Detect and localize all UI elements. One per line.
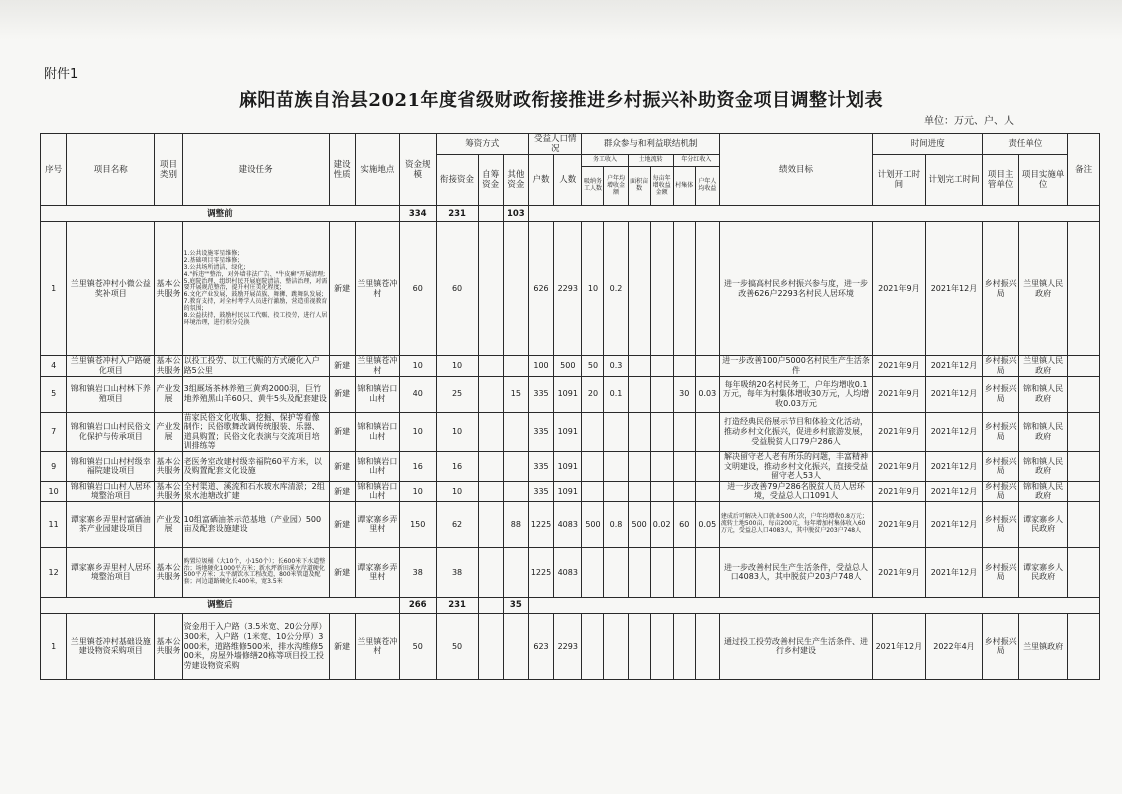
cell-col <box>673 481 695 501</box>
cell-remark <box>1068 222 1100 356</box>
cell-self <box>478 613 503 679</box>
cell-location: 谭家寨乡弄里村 <box>355 547 399 597</box>
cell-hh: 335 <box>528 412 553 451</box>
cell-end: 2021年12月 <box>925 547 983 597</box>
cell-remark <box>1068 356 1100 376</box>
cell-per_mu <box>650 613 673 679</box>
cell-area <box>628 547 650 597</box>
cell-self <box>478 376 503 412</box>
cell-category: 基本公共服务 <box>156 481 181 501</box>
scan-shadow <box>0 0 1122 40</box>
cell-col <box>673 547 695 597</box>
cell-end: 2021年12月 <box>925 356 983 376</box>
table-row <box>41 481 1100 501</box>
col-dividend-collective: 村集体 <box>673 167 695 206</box>
cell-remark <box>1068 547 1100 597</box>
cell-task: 全村渠道、溪流和石水坡水库清淤；2组泉水池塘改扩建 <box>182 481 329 501</box>
cell-inc: 0.8 <box>604 501 628 547</box>
cell-pp: 0.03 <box>695 376 719 412</box>
cell-location: 锦和镇岩口山村 <box>355 451 399 481</box>
cell-goal: 进一步搞高村民乡村振兴参与度，进一步改善626户2293名村民人居环境 <box>719 222 872 356</box>
cell-hh: 1225 <box>528 547 553 597</box>
cell-other <box>503 356 528 376</box>
cell-dept: 乡村振兴局 <box>983 501 1019 547</box>
cell-inc: 0.1 <box>604 376 628 412</box>
cell-other <box>503 547 528 597</box>
cell-location: 锦和镇岩口山村 <box>355 376 399 412</box>
cell-nature: 新建 <box>329 451 355 481</box>
cell-dept: 乡村振兴局 <box>983 376 1019 412</box>
cell-self <box>478 481 503 501</box>
table-row <box>41 376 1100 412</box>
cell-per_mu <box>650 547 673 597</box>
col-location: 实施地点 <box>355 134 399 206</box>
cell-goal: 进一步改善村民生产生活条件，受益总人口4083人，其中脱贫户203户748人 <box>719 547 872 597</box>
cell-labor <box>582 613 604 679</box>
cell-location: 兰里镇苍冲村 <box>355 613 399 679</box>
table-row <box>41 501 1100 547</box>
col-nature: 建设性质 <box>329 134 355 206</box>
cell-scale: 38 <box>399 547 436 597</box>
col-self: 自筹资金 <box>478 155 503 206</box>
cell-people: 4083 <box>554 501 582 547</box>
cell-start: 2021年9月 <box>873 222 925 356</box>
cell-pp <box>695 412 719 451</box>
cell-impl: 锦和镇人民政府 <box>1019 451 1068 481</box>
cell-seq: 9 <box>41 451 67 481</box>
col-time-group: 时间进度 <box>873 134 983 155</box>
subtotal-empty <box>528 597 1099 613</box>
col-mechanism-group: 群众参与和利益联结机制 <box>582 134 719 155</box>
subtotal-scale: 334 <box>399 206 436 222</box>
cell-fund: 16 <box>436 451 478 481</box>
cell-col <box>673 412 695 451</box>
table-row <box>41 451 1100 481</box>
subtotal-row-before <box>41 206 1100 222</box>
cell-seq: 10 <box>41 481 67 501</box>
cell-dept: 乡村振兴局 <box>983 451 1019 481</box>
cell-per_mu <box>650 356 673 376</box>
col-labor-group: 务工收入 <box>582 155 628 167</box>
attachment-label: 附件1 <box>44 67 79 82</box>
cell-dept: 乡村振兴局 <box>983 547 1019 597</box>
cell-impl: 兰里镇人民政府 <box>1019 356 1068 376</box>
cell-category: 产业发展 <box>155 412 182 451</box>
col-dividend-person: 户年人均收益 <box>695 167 719 206</box>
cell-impl: 谭家寨乡人民政府 <box>1019 547 1068 597</box>
cell-impl: 锦和镇人民政府 <box>1019 481 1068 501</box>
col-name: 项目名称 <box>67 134 155 206</box>
cell-self <box>478 501 503 547</box>
cell-inc <box>604 547 628 597</box>
cell-goal: 进一步改善79户286名脱贫人员人居环境，受益总人口1091人 <box>719 481 872 501</box>
cell-scale: 50 <box>399 613 436 679</box>
cell-people: 1091 <box>554 412 582 451</box>
plan-table-wrapper <box>40 133 1100 680</box>
cell-seq: 12 <box>41 547 67 597</box>
cell-seq: 1 <box>41 613 67 679</box>
cell-nature: 新建 <box>329 412 355 451</box>
cell-goal: 进一步改善100户5000名村民生产生活条件 <box>719 356 872 376</box>
cell-nature: 新建 <box>329 613 355 679</box>
cell-per_mu <box>650 222 673 356</box>
cell-people: 1091 <box>554 481 582 501</box>
cell-pp <box>695 222 719 356</box>
cell-labor: 50 <box>582 356 604 376</box>
col-land-group: 土地流转 <box>628 155 673 167</box>
cell-goal: 解决留守老人老有所乐的问题，丰富精神文明建设，推动乡村文化振兴，直接受益留守老人53人 <box>719 451 872 481</box>
cell-pp: 0.05 <box>695 501 719 547</box>
cell-inc <box>604 412 628 451</box>
col-labor-income: 户年均增收金额 <box>604 167 628 206</box>
cell-col: 60 <box>673 501 695 547</box>
cell-task: 老医务室改建村级幸福院60平方米，以及购置配套文化设施 <box>182 451 329 481</box>
cell-start: 2021年9月 <box>873 412 925 451</box>
cell-inc <box>604 613 628 679</box>
cell-category: 基本公共服务 <box>155 613 182 679</box>
cell-seq: 4 <box>41 356 67 376</box>
cell-end: 2021年12月 <box>925 412 983 451</box>
cell-fund: 10 <box>436 356 478 376</box>
cell-col: 30 <box>673 376 695 412</box>
cell-nature: 新建 <box>329 481 355 501</box>
subtotal-scale: 266 <box>399 597 436 613</box>
cell-end: 2021年12月 <box>925 222 983 356</box>
cell-seq: 5 <box>41 376 67 412</box>
cell-fund: 10 <box>436 481 478 501</box>
cell-fund: 62 <box>436 501 478 547</box>
col-people: 人数 <box>554 155 582 206</box>
cell-fund: 60 <box>436 222 478 356</box>
cell-location: 兰里镇苍冲村 <box>355 356 399 376</box>
cell-nature: 新建 <box>329 547 355 597</box>
cell-location: 兰里镇苍冲村 <box>355 222 399 356</box>
cell-people: 1091 <box>554 376 582 412</box>
cell-labor: 10 <box>582 222 604 356</box>
cell-hh: 335 <box>528 481 553 501</box>
col-households: 户数 <box>528 155 553 206</box>
cell-seq: 1 <box>41 222 67 356</box>
cell-area <box>628 481 650 501</box>
cell-remark <box>1068 412 1100 451</box>
cell-fund: 10 <box>436 412 478 451</box>
cell-dept: 乡村振兴局 <box>984 356 1017 375</box>
col-scale: 资金规模 <box>399 134 436 206</box>
cell-pp <box>695 547 719 597</box>
cell-task: 以投工投劳、以工代赈的方式硬化入户路5公里 <box>182 356 329 376</box>
cell-scale: 10 <box>399 412 436 451</box>
cell-category: 产业发展 <box>155 376 182 412</box>
col-seq: 序号 <box>41 134 67 206</box>
cell-area: 500 <box>628 501 650 547</box>
cell-other: 15 <box>503 376 528 412</box>
cell-start: 2021年9月 <box>873 356 925 376</box>
cell-start: 2021年12月 <box>873 613 925 679</box>
cell-category: 基本公共服务 <box>155 547 182 597</box>
col-fund: 衔接资金 <box>436 155 478 206</box>
cell-hh: 335 <box>528 451 553 481</box>
cell-seq: 7 <box>41 412 67 451</box>
cell-people: 500 <box>554 356 582 376</box>
unit-note: 单位：万元、户、人 <box>924 116 1014 127</box>
subtotal-label: 调整前 <box>41 206 400 222</box>
cell-area <box>628 222 650 356</box>
cell-scale: 150 <box>399 501 436 547</box>
cell-location: 谭家寨乡弄里村 <box>355 501 399 547</box>
cell-start: 2021年9月 <box>873 481 925 501</box>
subtotal-label: 调整后 <box>41 597 400 613</box>
col-dividend-group: 年分红收入 <box>673 155 719 167</box>
cell-labor <box>582 547 604 597</box>
col-impl: 项目实施单位 <box>1019 155 1068 206</box>
cell-location: 锦和镇岩口山村 <box>355 412 399 451</box>
cell-name: 锦和镇岩口山村村级幸福院建设项目 <box>67 451 155 481</box>
cell-end: 2021年12月 <box>925 501 983 547</box>
cell-area <box>628 376 650 412</box>
cell-per_mu: 0.02 <box>650 501 673 547</box>
cell-pp <box>695 356 719 376</box>
col-labor-count: 吸纳务工人数 <box>582 167 604 206</box>
cell-people: 1091 <box>554 451 582 481</box>
subtotal-other: 35 <box>503 597 528 613</box>
subtotal-empty <box>478 206 503 222</box>
table-row <box>41 547 1100 597</box>
cell-inc: 0.2 <box>604 222 628 356</box>
cell-inc <box>604 451 628 481</box>
cell-name: 兰里镇苍冲村基础设施建设物资采购项目 <box>67 613 155 679</box>
cell-remark <box>1068 613 1100 679</box>
cell-name: 谭家寨乡弄里村富硒油茶产业园建设项目 <box>67 501 155 547</box>
cell-category: 基本公共服务 <box>156 356 181 375</box>
cell-task: 购置垃圾桶（大10个，小150个）；长600米下水道整治；场地硬化1000平方米；新水坪新田溪左岸道硬化500平方米；太平湖饮水工程改造，800米管道及配套；河边道路硬化长400米，宽3.5米 <box>182 547 329 597</box>
cell-category: 基本公共服务 <box>155 222 182 356</box>
cell-name: 锦和镇岩口山村人居环境整治项目 <box>67 481 155 501</box>
cell-per_mu <box>650 412 673 451</box>
col-land-income: 每亩年增收益金额 <box>650 167 673 206</box>
cell-remark <box>1068 481 1100 501</box>
cell-start: 2021年9月 <box>873 376 925 412</box>
cell-self <box>478 222 503 356</box>
cell-labor: 20 <box>582 376 604 412</box>
cell-name: 锦和镇岩口山村民俗文化保护与传承项目 <box>67 412 155 451</box>
table-row <box>41 412 1100 451</box>
cell-nature: 新建 <box>329 222 355 356</box>
cell-goal: 建成后可解决入口就业500人次，户年均增收0.8万元；流转土地500亩，每亩200元，每年增加村集体收入60万元，受益总人口4083人，其中脱贫户203户748人 <box>719 501 872 547</box>
cell-nature: 新建 <box>329 356 355 376</box>
cell-self <box>478 356 503 376</box>
cell-inc <box>604 481 628 501</box>
cell-name: 兰里镇苍冲村小微公益奖补项目 <box>67 222 155 356</box>
cell-dept: 乡村振兴局 <box>983 613 1019 679</box>
cell-per_mu <box>650 451 673 481</box>
col-category: 项目类别 <box>155 134 182 206</box>
cell-impl: 兰里镇政府 <box>1019 613 1068 679</box>
cell-per_mu <box>650 481 673 501</box>
cell-dept: 乡村振兴局 <box>984 481 1017 501</box>
cell-inc: 0.3 <box>604 356 628 376</box>
table-row <box>41 613 1100 679</box>
cell-name: 谭家寨乡弄里村人居环境整治项目 <box>67 547 155 597</box>
subtotal-fund: 231 <box>436 206 478 222</box>
table-row <box>41 222 1100 356</box>
cell-area <box>628 451 650 481</box>
cell-task: 资金用于入户路（3.5米宽、20公分厚）300米，入户路（1米宽、10公分厚）3000米，道路维修500米，排水沟维修500米，房屋外墙修缮20栋等项目投工投劳建设物资采购 <box>182 613 329 679</box>
cell-task: 苗家民俗文化收集、挖掘、保护等看像制作；民俗歌舞改调传统服装、乐器、道具购置；民俗文化表演与交流项目培训排练等 <box>182 412 329 451</box>
col-start: 计划开工时间 <box>873 155 925 206</box>
cell-scale: 16 <box>399 451 436 481</box>
cell-labor <box>582 412 604 451</box>
cell-end: 2021年12月 <box>925 376 983 412</box>
cell-people: 2293 <box>554 222 582 356</box>
cell-hh: 1225 <box>528 501 553 547</box>
document-title: 麻阳苗族自治县2021年度省级财政衔接推进乡村振兴补助资金项目调整计划表 <box>238 90 884 111</box>
plan-table <box>40 133 1100 680</box>
cell-end: 2021年12月 <box>925 451 983 481</box>
cell-task: 1.公共设施零星维修; 2.基础项目零星维修; 3.公共场所清洁、绿化; 4."拆违""整治，对外墙非法广告、"牛皮癣"开展清理; 5.庭院治理，组织村民开展庭院清洁、整洁治理，对需要开展规范整治，提升村庄美化程度; 6.文化产业发展，鼓励开展苗族、舞狮、跳舞队发展; 7.教育支持，对全村考学人员进行激励，营造重视教育的氛围; 8.公益扶持，鼓励村民以工代赈、投工投劳，进行人居环境治理，进行积分兑换 <box>182 222 329 356</box>
cell-seq: 11 <box>41 501 67 547</box>
cell-scale: 10 <box>399 481 436 501</box>
cell-self <box>478 547 503 597</box>
cell-hh: 623 <box>528 613 553 679</box>
cell-area <box>628 412 650 451</box>
table-row <box>41 356 1100 376</box>
cell-col <box>673 451 695 481</box>
cell-hh: 100 <box>528 356 553 376</box>
cell-dept: 乡村振兴局 <box>983 412 1019 451</box>
cell-task: 10组富硒油茶示范基地（产业园）500亩及配套设施建设 <box>182 501 329 547</box>
cell-self <box>478 451 503 481</box>
cell-scale: 60 <box>399 222 436 356</box>
col-land-area: 面积亩数 <box>628 167 650 206</box>
subtotal-fund: 231 <box>436 597 478 613</box>
cell-end: 2021年12月 <box>925 481 983 501</box>
cell-hh: 626 <box>528 222 553 356</box>
cell-area <box>628 356 650 376</box>
cell-people: 2293 <box>554 613 582 679</box>
cell-goal: 每年吸纳20名村民务工，户年均增收0.1万元，每年为村集体增收30万元，人均增收0.03万元 <box>719 376 872 412</box>
cell-nature: 新建 <box>329 376 355 412</box>
cell-other <box>503 412 528 451</box>
cell-other: 88 <box>503 501 528 547</box>
cell-name: 锦和镇岩口山村林下养殖项目 <box>67 376 155 412</box>
subtotal-other: 103 <box>503 206 528 222</box>
cell-col <box>673 222 695 356</box>
cell-area <box>628 613 650 679</box>
col-beneficiary-group: 受益人口情况 <box>528 134 582 155</box>
cell-start: 2021年9月 <box>873 451 925 481</box>
cell-start: 2021年9月 <box>873 501 925 547</box>
cell-col <box>673 613 695 679</box>
cell-labor <box>582 481 604 501</box>
cell-per_mu <box>650 376 673 412</box>
cell-dept: 乡村振兴局 <box>983 222 1019 356</box>
subtotal-empty <box>478 597 503 613</box>
cell-remark <box>1068 501 1100 547</box>
cell-scale: 10 <box>399 356 436 376</box>
cell-end: 2022年4月 <box>925 613 983 679</box>
col-task: 建设任务 <box>182 134 329 206</box>
col-remark: 备注 <box>1068 134 1100 206</box>
cell-labor <box>582 451 604 481</box>
cell-goal: 通过投工投劳改善村民生产生活条件、进行乡村建设 <box>719 613 872 679</box>
subtotal-empty <box>528 206 1099 222</box>
cell-impl: 锦和镇人民政府 <box>1019 376 1068 412</box>
col-goal: 绩效目标 <box>719 134 872 206</box>
cell-people: 4083 <box>554 547 582 597</box>
table-header <box>41 134 1100 206</box>
cell-pp <box>695 481 719 501</box>
cell-remark <box>1068 451 1100 481</box>
cell-goal: 打造经典民俗展示节目和体验文化活动，推动乡村文化振兴，促进乡村旅游发展，受益脱贫人口79户286人 <box>719 412 872 451</box>
col-end: 计划完工时间 <box>925 155 983 206</box>
col-other: 其他资金 <box>503 155 528 206</box>
cell-impl: 锦和镇人民政府 <box>1019 412 1068 451</box>
cell-col <box>673 356 695 376</box>
table-body <box>41 206 1100 680</box>
cell-pp <box>695 451 719 481</box>
cell-pp <box>695 613 719 679</box>
cell-hh: 335 <box>528 376 553 412</box>
col-resp-group: 责任单位 <box>983 134 1068 155</box>
col-funding-group: 筹资方式 <box>436 134 528 155</box>
cell-fund: 50 <box>436 613 478 679</box>
cell-self <box>478 412 503 451</box>
cell-name: 兰里镇苍冲村入户路硬化项目 <box>67 356 155 376</box>
cell-task: 3组厩场茶林养殖三黄鸡2000羽，巨竹地养殖黑山羊60只、黄牛5头及配套建设 <box>182 376 329 412</box>
cell-other <box>503 222 528 356</box>
cell-category: 基本公共服务 <box>155 451 182 481</box>
subtotal-row-after <box>41 597 1100 613</box>
cell-remark <box>1068 376 1100 412</box>
cell-impl: 谭家寨乡人民政府 <box>1019 501 1068 547</box>
cell-labor: 500 <box>582 501 604 547</box>
col-dept: 项目主管单位 <box>983 155 1019 206</box>
cell-scale: 40 <box>399 376 436 412</box>
cell-other <box>503 451 528 481</box>
cell-start: 2021年9月 <box>873 547 925 597</box>
cell-fund: 38 <box>436 547 478 597</box>
cell-impl: 兰里镇人民政府 <box>1019 222 1068 356</box>
cell-location: 锦和镇岩口山村 <box>355 481 399 501</box>
cell-other <box>503 613 528 679</box>
cell-nature: 新建 <box>329 501 355 547</box>
cell-other <box>503 481 528 501</box>
cell-fund: 25 <box>436 376 478 412</box>
cell-category: 产业发展 <box>155 501 182 547</box>
